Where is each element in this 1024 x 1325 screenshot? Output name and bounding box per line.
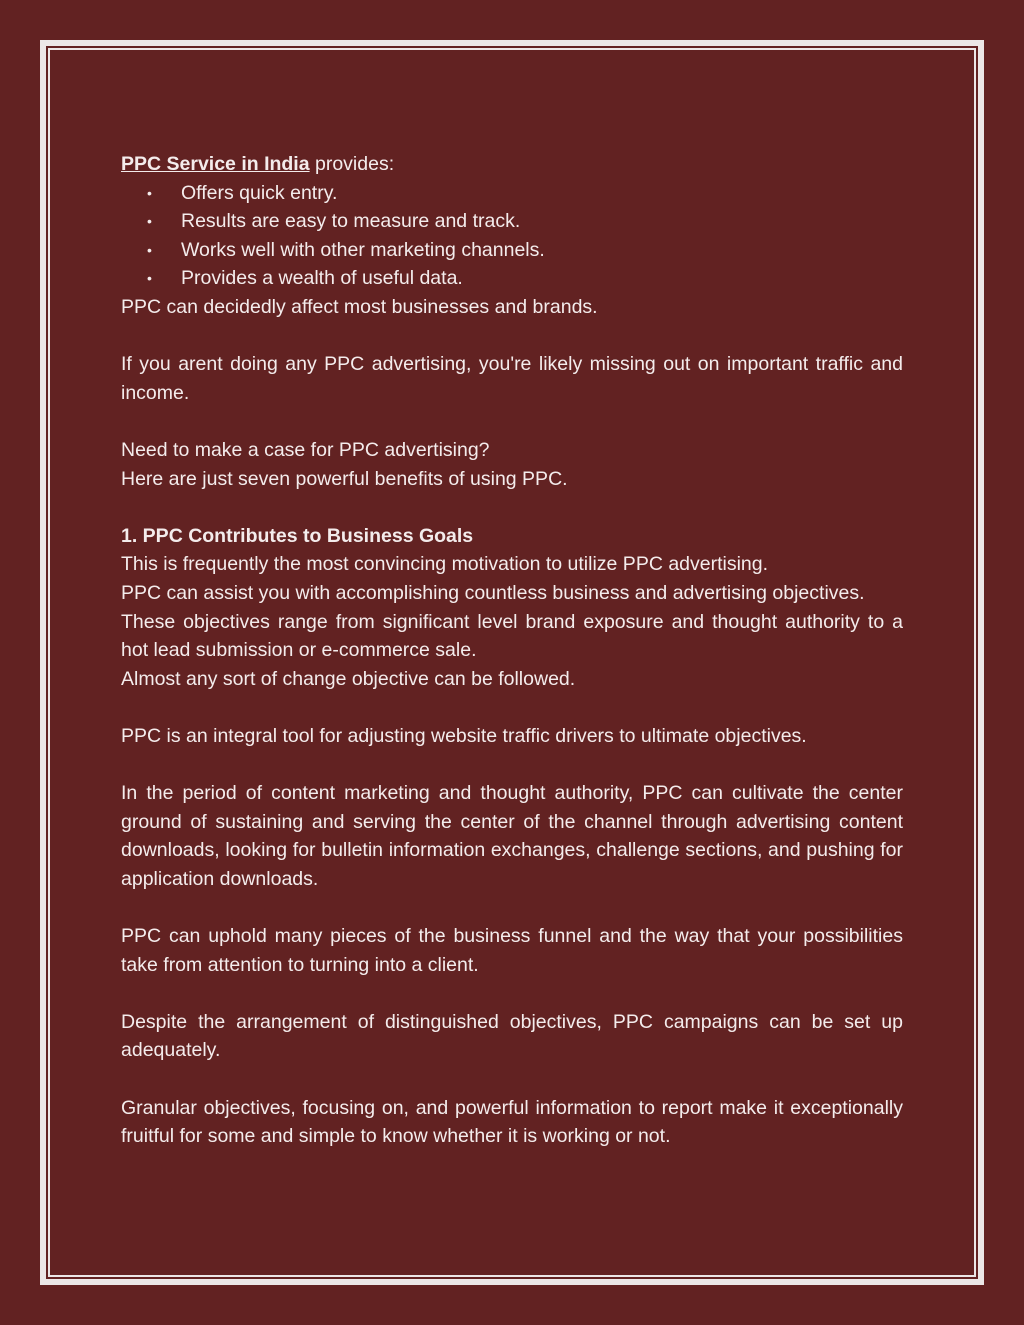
list-item-text: Offers quick entry. bbox=[181, 181, 338, 204]
paragraph-p4b: PPC can assist you with accomplishing countless business and advertising objectives. bbox=[121, 581, 865, 604]
intro-provides: provides: bbox=[315, 153, 395, 175]
paragraph-p9: Granular objectives, focusing on, and powerful information to report make it exceptionally fruitful for some and simple to know whether it is working or not. bbox=[121, 1096, 903, 1148]
list-item-text: Results are easy to measure and track. bbox=[181, 210, 521, 233]
paragraph-p1: PPC can decidedly affect most businesses and brands. bbox=[121, 295, 598, 318]
paragraph-p4d: Almost any sort of change objective can be followed. bbox=[121, 667, 576, 690]
list-item bbox=[121, 264, 903, 293]
list-item bbox=[121, 207, 903, 236]
paragraph-p3a: Need to make a case for PPC advertising? bbox=[121, 438, 490, 461]
document-body bbox=[121, 150, 903, 1151]
section-heading: 1. PPC Contributes to Business Goals bbox=[121, 524, 474, 547]
benefit-list bbox=[121, 179, 903, 293]
paragraph-p2: If you arent doing any PPC advertising, you're likely missing out on important traffic and income. bbox=[121, 353, 903, 404]
list-item bbox=[121, 179, 903, 208]
intro-line bbox=[121, 150, 903, 179]
list-item-text: Provides a wealth of useful data. bbox=[181, 267, 463, 290]
list-item-text: Works well with other marketing channels. bbox=[181, 238, 545, 261]
bullet-icon: • bbox=[147, 184, 152, 201]
ppc-service-link[interactable]: PPC Service in India bbox=[121, 153, 310, 175]
list-item bbox=[121, 236, 903, 265]
paragraph-p4a: This is frequently the most convincing motivation to utilize PPC advertising. bbox=[121, 553, 769, 576]
paragraph-p7: PPC can uphold many pieces of the business funnel and the way that your possibilities take from attention to turning into a client. bbox=[121, 925, 903, 976]
paragraph-p8: Despite the arrangement of distinguished objectives, PPC campaigns can be set up adequately. bbox=[121, 1010, 903, 1062]
paragraph-p4c: These objectives range from significant level brand exposure and thought authority to a hot lead submission or e-commerce sale. bbox=[121, 610, 903, 662]
paragraph-p3b: Here are just seven powerful benefits of using PPC. bbox=[121, 467, 568, 490]
bullet-icon: • bbox=[147, 241, 152, 258]
bullet-icon: • bbox=[147, 213, 152, 230]
paragraph-p6: In the period of content marketing and thought authority, PPC can cultivate the center ground of sustaining and serving the center of the channel through advertising content downloads, looking for bulletin information exchanges, challenge sections, and pushing for application downloads. bbox=[121, 782, 903, 890]
bullet-icon: • bbox=[147, 270, 152, 287]
paragraph-p5: PPC is an integral tool for adjusting website traffic drivers to ultimate objectives. bbox=[121, 724, 807, 747]
